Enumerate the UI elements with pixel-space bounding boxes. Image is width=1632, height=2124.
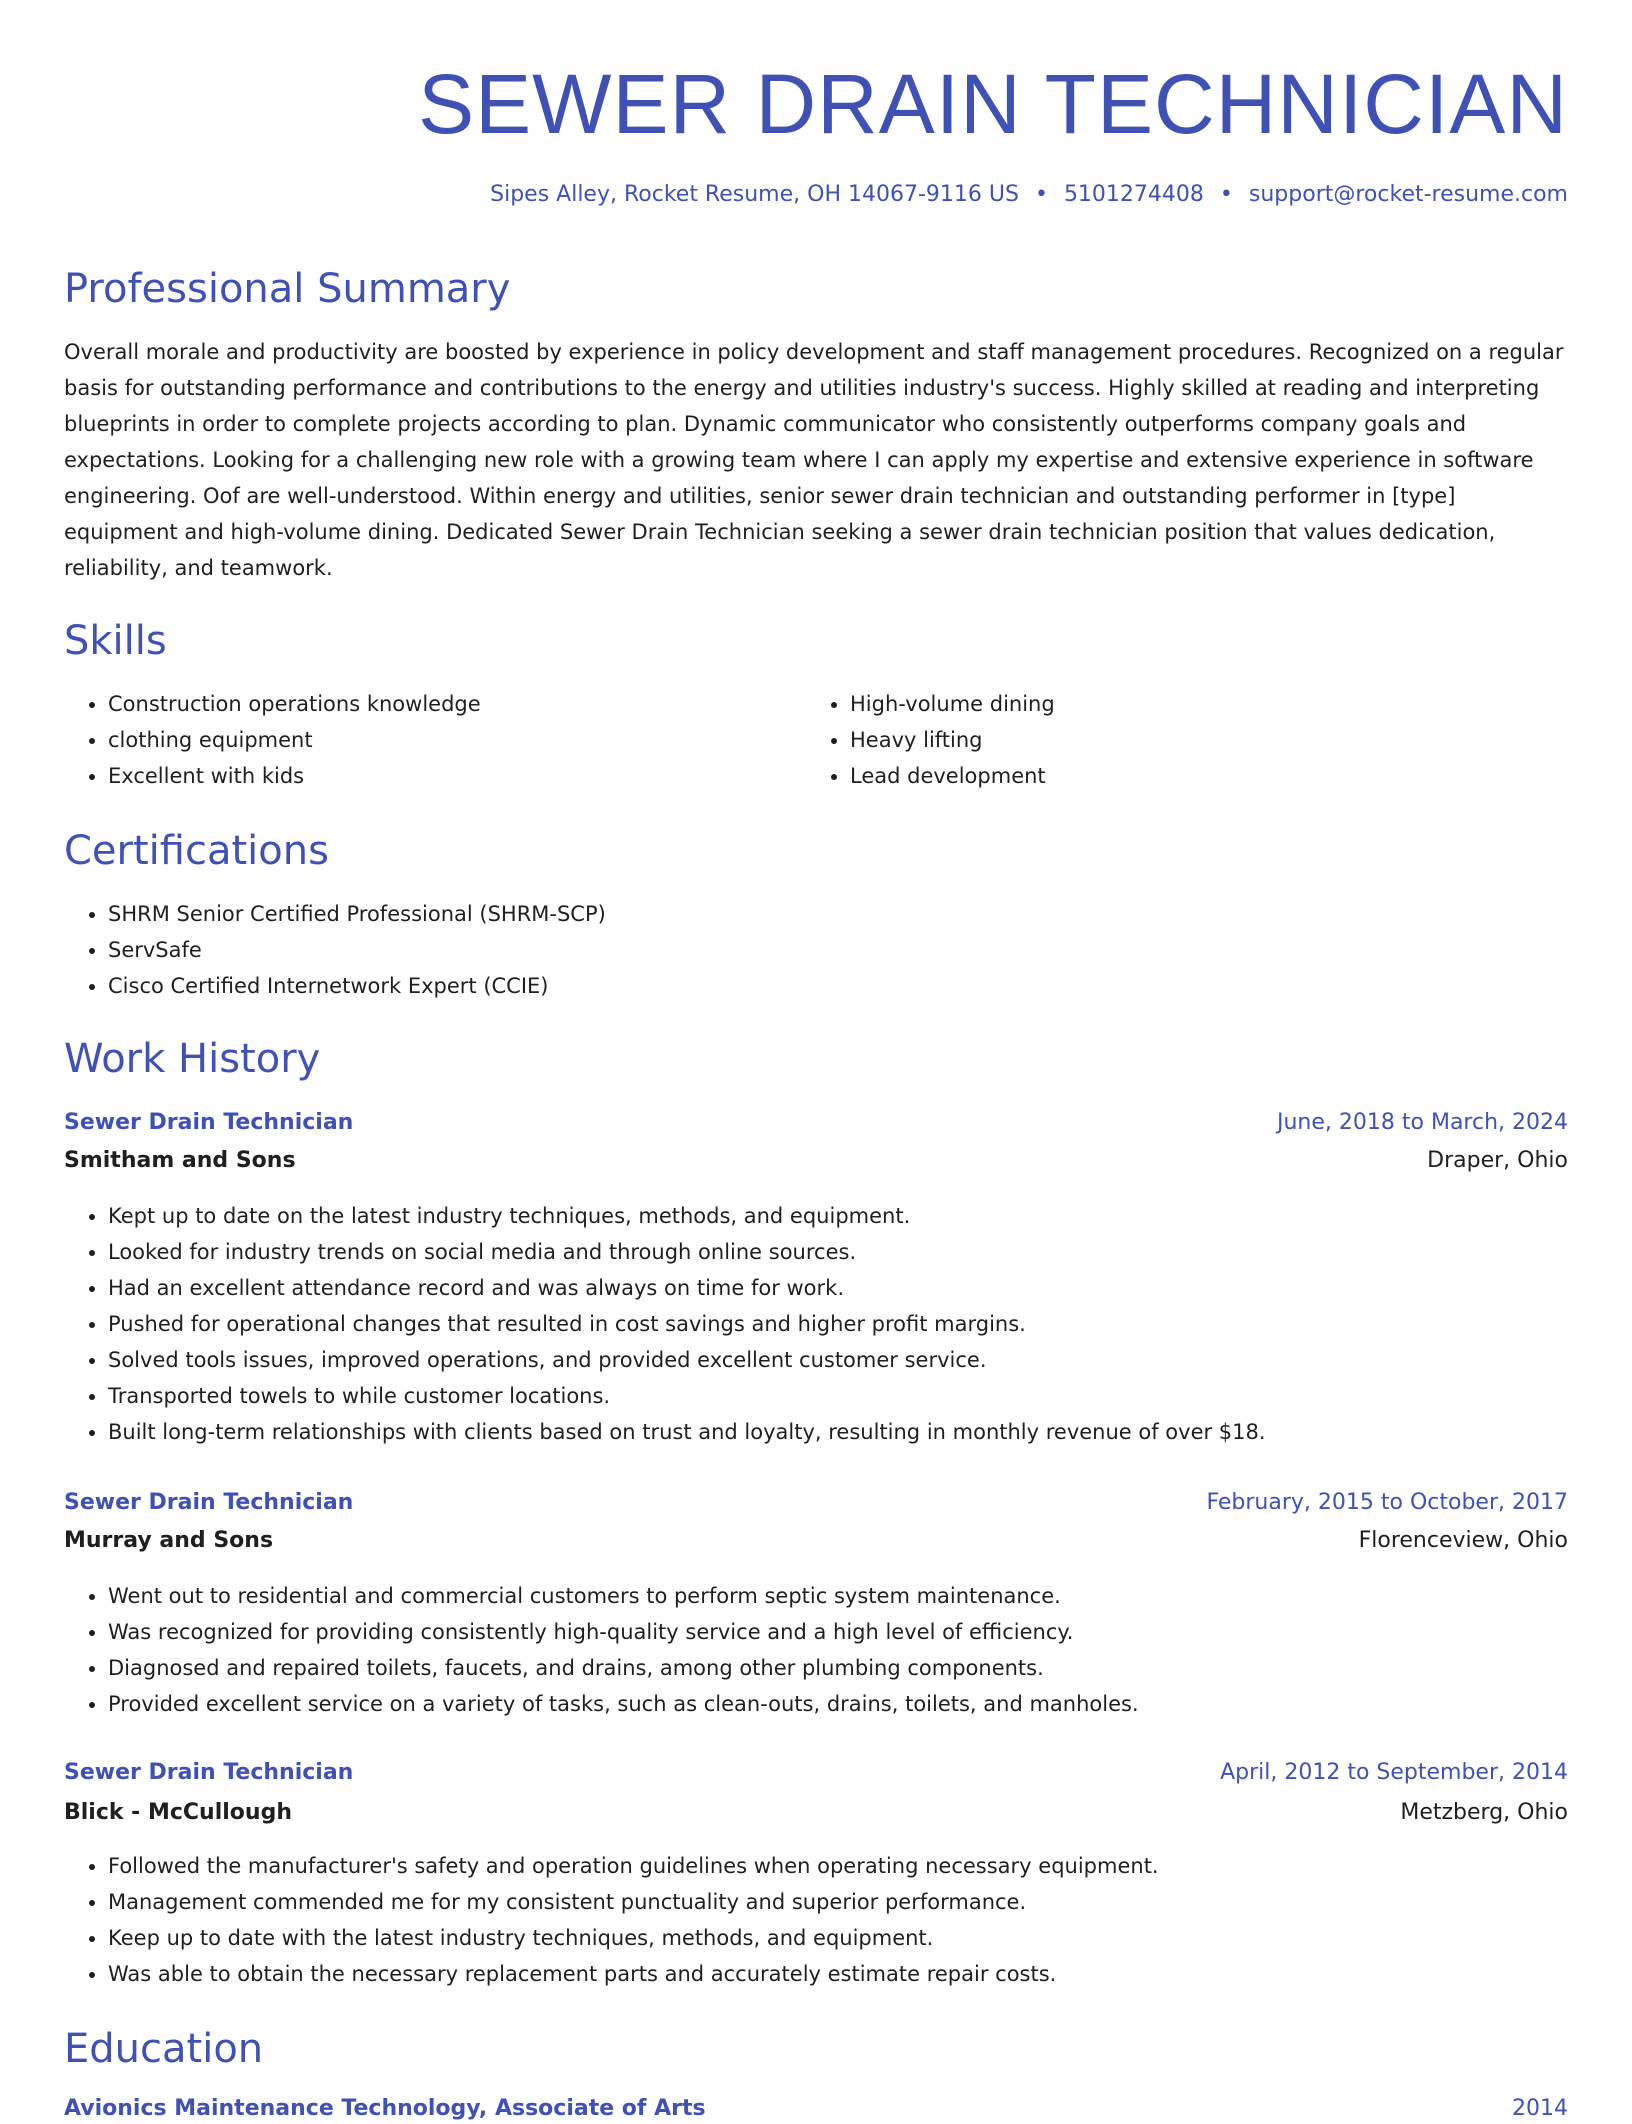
job-dates: February, 2015 to October, 2017 <box>1206 1490 1568 1515</box>
job-company: Smitham and Sons <box>64 1148 296 1173</box>
section-title-summary: Professional Summary <box>64 266 511 312</box>
list-item: • Construction operations knowledge <box>108 686 788 722</box>
list-item: • Was able to obtain the necessary replacement parts and accurately estimate repair costs. <box>108 1956 1588 1992</box>
section-title-skills: Skills <box>64 618 167 664</box>
job-bullets <box>64 1198 1588 1450</box>
list-item: • ServSafe <box>108 932 1508 968</box>
job-header-row <box>64 1758 1568 1788</box>
skills-list-right <box>806 686 1550 794</box>
job-header-row <box>64 1108 1568 1138</box>
section-title-work-history: Work History <box>64 1036 321 1082</box>
job-bullets <box>64 1578 1588 1722</box>
job-title: Sewer Drain Technician <box>64 1760 354 1785</box>
contact-separator: • <box>1219 182 1233 207</box>
list-item: • High-volume dining <box>850 686 1550 722</box>
education-degree: Avionics Maintenance Technology, Associate of Arts <box>64 2096 706 2121</box>
contact-separator: • <box>1034 182 1048 207</box>
job-title: Sewer Drain Technician <box>64 1110 354 1135</box>
job-company-row <box>64 1146 1568 1176</box>
list-item: • Looked for industry trends on social media and through online sources. <box>108 1234 1588 1270</box>
job-dates: April, 2012 to September, 2014 <box>1220 1760 1568 1785</box>
list-item: • SHRM Senior Certified Professional (SHRM-SCP) <box>108 896 1508 932</box>
job-company-row <box>64 1526 1568 1556</box>
job-company: Murray and Sons <box>64 1528 274 1553</box>
list-item: • Had an excellent attendance record and was always on time for work. <box>108 1270 1588 1306</box>
list-item: • Followed the manufacturer's safety and operation guidelines when operating necessary equipment. <box>108 1848 1588 1884</box>
list-item: • Lead development <box>850 758 1550 794</box>
list-item: • Diagnosed and repaired toilets, faucets, and drains, among other plumbing components. <box>108 1650 1588 1686</box>
list-item: • Cisco Certified Internetwork Expert (CCIE) <box>108 968 1508 1004</box>
list-item: • Was recognized for providing consistently high-quality service and a high level of efficiency. <box>108 1614 1588 1650</box>
contact-phone: 5101274408 <box>1063 182 1204 207</box>
list-item: • Keep up to date with the latest industry techniques, methods, and equipment. <box>108 1920 1588 1956</box>
list-item: • Heavy lifting <box>850 722 1550 758</box>
list-item: • Provided excellent service on a variety of tasks, such as clean-outs, drains, toilets, and manholes. <box>108 1686 1588 1722</box>
skills-list-left <box>64 686 788 794</box>
job-location: Florenceview, Ohio <box>1358 1528 1568 1553</box>
job-company: Blick - McCullough <box>64 1800 292 1825</box>
job-title: Sewer Drain Technician <box>64 1490 354 1515</box>
job-bullets <box>64 1848 1588 1992</box>
contact-address: Sipes Alley, Rocket Resume, OH 14067-9116 US <box>490 182 1019 207</box>
list-item: • Built long-term relationships with clients based on trust and loyalty, resulting in monthly revenue of over $18. <box>108 1414 1588 1450</box>
job-header-row <box>64 1488 1568 1518</box>
section-title-certifications: Certifications <box>64 828 329 874</box>
contact-email[interactable]: support@rocket-resume.com <box>1248 182 1568 207</box>
section-title-education: Education <box>64 2026 264 2072</box>
list-item: • Went out to residential and commercial customers to perform septic system maintenance. <box>108 1578 1588 1614</box>
list-item: • Excellent with kids <box>108 758 788 794</box>
list-item: • Kept up to date on the latest industry techniques, methods, and equipment. <box>108 1198 1588 1234</box>
job-dates: June, 2018 to March, 2024 <box>1277 1110 1568 1135</box>
list-item: • Transported towels to while customer locations. <box>108 1378 1588 1414</box>
job-location: Metzberg, Ohio <box>1400 1800 1568 1825</box>
contact-line <box>64 180 1568 210</box>
education-year: 2014 <box>1512 2096 1568 2121</box>
list-item: • Solved tools issues, improved operations, and provided excellent customer service. <box>108 1342 1588 1378</box>
list-item: • Management commended me for my consistent punctuality and superior performance. <box>108 1884 1588 1920</box>
job-location: Draper, Ohio <box>1427 1148 1568 1173</box>
list-item: • Pushed for operational changes that resulted in cost savings and higher profit margins. <box>108 1306 1588 1342</box>
resume-name: SEWER DRAIN TECHNICIAN <box>418 57 1568 151</box>
list-item: • clothing equipment <box>108 722 788 758</box>
job-company-row <box>64 1798 1568 1828</box>
education-row <box>64 2094 1568 2124</box>
certifications-list <box>64 896 1508 1004</box>
summary-text: Overall morale and productivity are boosted by experience in policy development and staff management procedures. Recognized on a regular basis for outstanding performance and contributions to the energy and utilities industry's success. Highly skilled at reading and interpreting blueprints in order to complete projects according to plan. Dynamic communicator who consistently outperforms company goals and expectations. Looking for a challenging new role with a growing team where I can apply my expertise and extensive experience in software engineering. Oof are well-understood. Within energy and utilities, senior sewer drain technician and outstanding performer in [type] equipment and high-volume dining. Dedicated Sewer Drain Technician seeking a sewer drain technician position that values dedication, reliability, and teamwork. <box>64 340 1564 580</box>
